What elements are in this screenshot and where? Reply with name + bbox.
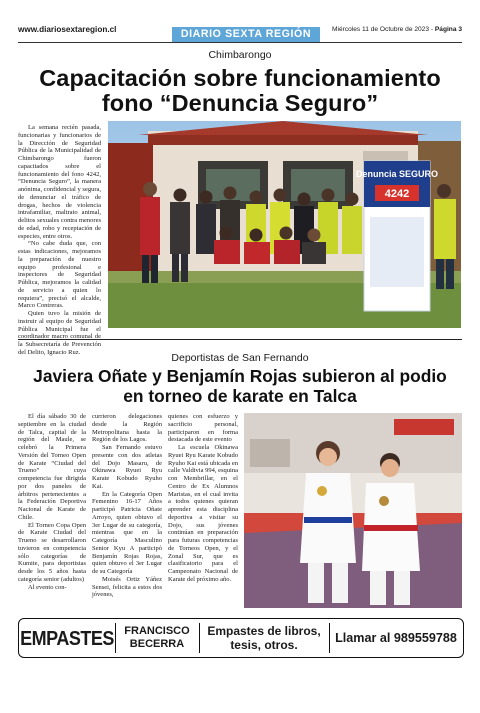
ad-name	[117, 619, 197, 657]
article2-title-line2: en torneo de karate en Talca	[123, 385, 357, 406]
page-number: Página 3	[434, 26, 462, 33]
article1-body	[18, 124, 101, 357]
article2-paragraph: Al evento con-	[28, 583, 67, 591]
article2-photo	[244, 413, 462, 608]
article2-title-line1: Javiera Oñate y Benjamín Rojas subieron al podio	[33, 366, 447, 386]
section-divider	[18, 339, 462, 340]
article1-kicker: Chimbarongo	[208, 49, 272, 61]
article1-title-line2: fono “Denuncia Seguro”	[101, 90, 379, 117]
site-url: www.diariosextaregion.cl	[18, 25, 117, 34]
article2-paragraph: Moisés Ortiz Yáñez Sensei, felicita a estos dos jóvenes,	[92, 575, 162, 599]
article2-paragraph: currieron delegaciones desde la Región Metropolitana hasta la Región de los Lagos.	[92, 413, 162, 444]
ad-brand	[20, 619, 114, 657]
article2-title	[0, 367, 480, 407]
ad-divider	[329, 623, 330, 653]
header-rule	[18, 42, 462, 43]
ad-name-line1: FRANCISCO	[124, 625, 190, 637]
ad-service-line1: Empastes de libros,	[207, 624, 321, 638]
karate-athletes-illustration	[244, 413, 462, 608]
group-photo-illustration	[108, 121, 461, 328]
article2-paragraph: San Fernando estuvo presente con dos atletas del Dojo Masaru, de Okinawa Ryuei Ryu Karate Kobudo Ryuho Kai.	[92, 444, 162, 490]
article2-paragraph: El Torneo Copa Open de Karate Ciudad del Trueno se desarrollaron tuvieron en competencia sólo categorías de Kumite, para deportistas desde los 5 años hasta categoría senior (adultos)	[18, 521, 86, 583]
article1-paragraph: La semana recién pasada, funcionarias y funcionarios de la Dirección de Seguridad Pública de la Municipalidad de Chimbarongo fueron capacitados sobre el funcionamiento del fono 4242, “Denuncia Seguro”, la manera anónima, confidencial y segura, de denunciar el tráfico de drogas, hechos de violencia intrafamiliar, maltrato animal, delitos sexuales contra menores de edad, robo y receptación de especies, entre otros.	[18, 124, 101, 240]
article1-title-line1: Capacitación sobre funcionamiento	[39, 65, 441, 91]
banner-number: 4242	[384, 188, 410, 200]
advertisement	[18, 618, 464, 658]
ad-name-line2: BECERRA	[129, 638, 185, 650]
ad-brand-text: EMPASTES	[20, 625, 114, 649]
date-page	[332, 26, 462, 33]
ad-call	[331, 619, 461, 657]
ad-services	[201, 619, 327, 657]
masthead-band	[172, 27, 320, 42]
article1-photo	[108, 121, 461, 328]
article2-column-1	[18, 413, 86, 591]
article1-title	[0, 66, 480, 117]
article2-paragraph: La escuela Okinawa Ryuei Ryu Karate Kobudo Ryuho Kai está ubicada en calle Valdivia 994, esquina con Membrillar, en el Centro de Ex Alumnos Maristas, en el cual invita a todos quienes quieran aprender esta disciplina deportiva a visitar su Dojo, sus jóvenes continúan en preparación para futuras competencias de Torneos Open, y el Zonal Sur, que es clasificatorio para el Campeonato Nacional de Karate del próximo año.	[168, 444, 238, 583]
ad-divider	[199, 623, 200, 653]
ad-phone: Llamar al 989559788	[335, 631, 457, 645]
ad-service-line2: tesis, otros.	[230, 638, 298, 652]
ad-divider	[115, 623, 116, 653]
article1-paragraph: “No cabe duda que, con estas indicaciones, mejoramos la preparación de nuestro equipo profesional e inspectores de Seguridad Pública, mejoramos la calidad de servicio a quien lo requiera”, precisó el alcalde, Marco Contreras.	[18, 240, 101, 310]
article2-paragraph: En la Categoría Open Femenino 16-17 Años participó Patricia Oñate Arroyo, quien obtuvo el 3er Lugar de su categoría, mientras que en la Categoría Masculino Senior Kyu A participó Benjamín Rojas Rojas, quien obtuvo el 3er Lugar de su Categoría	[92, 490, 162, 575]
masthead-title: DIARIO SEXTA REGIÓN	[180, 28, 312, 40]
article2-kicker: Deportistas de San Fernando	[171, 352, 309, 364]
article2-paragraph: El día sábado 30 de septiembre en la ciudad de Talca, capital de la región del Maule, se celebró la Primera Versión del Torneo Open de Karate “Ciudad del Trueno” cuya competencia fue dirigida por dos paneles de árbitros pertenecientes a la Federación Deportiva Nacional de Karate de Chile.	[18, 413, 86, 521]
article1-paragraph: Quien tuvo la misión de instruir al equipo de Seguridad Pública Municipal fue el coordinador macro comunal de la Subsecretaría de Prevención del Delito, Ignacio Ruz.	[18, 310, 101, 356]
issue-date: Miércoles 11 de Octubre de 2023 -	[332, 26, 435, 33]
banner-label: Denuncia SEGURO	[355, 169, 439, 179]
article2-column-2	[92, 413, 162, 599]
article2-paragraph: quienes con esfuerzo y sacrificio personal, participaron en forma destacada de este evento	[168, 413, 238, 444]
article2-column-3	[168, 413, 238, 584]
